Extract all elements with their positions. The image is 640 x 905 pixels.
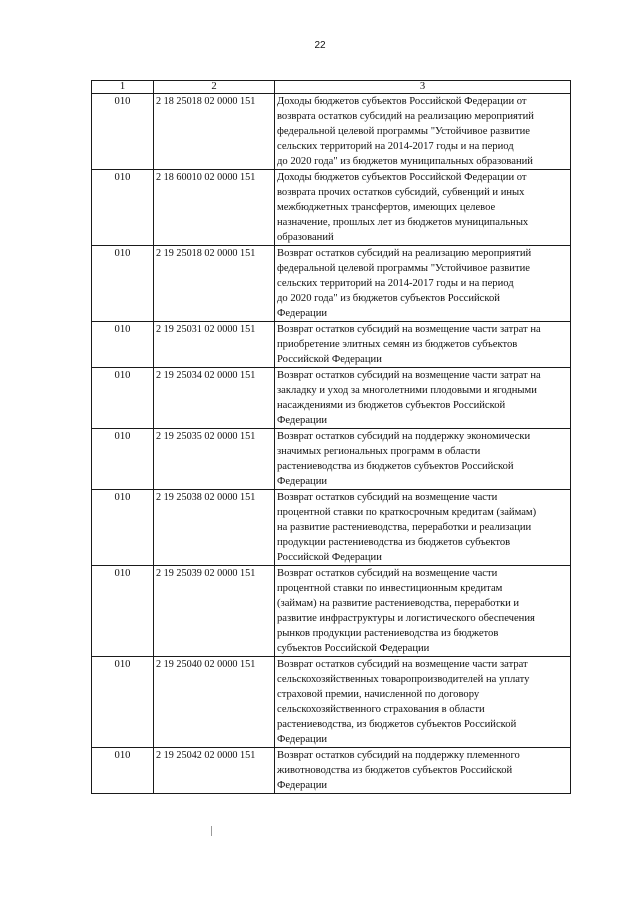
description-line: закладку и уход за многолетними плодовыми и ягодными (277, 385, 537, 396)
description-line: Федерации (277, 734, 328, 745)
description-line: продукции растениеводства из бюджетов субъектов (277, 537, 511, 548)
description-line: Федерации (277, 780, 328, 791)
description-line: Возврат остатков субсидий на возмещение части затрат на (277, 324, 541, 335)
description-line: растениеводства, из бюджетов субъектов Российской (277, 719, 517, 730)
table-row (92, 246, 571, 322)
description-line: Российской Федерации (277, 354, 382, 365)
description-cell (275, 322, 571, 368)
description-cell (275, 429, 571, 490)
admin-code-cell: 010 (92, 748, 154, 794)
description-line: Доходы бюджетов субъектов Российской Федерации от (277, 172, 527, 183)
column-header-1: 1 (92, 81, 154, 94)
description-cell (275, 748, 571, 794)
table-row (92, 322, 571, 368)
description-line: возврата прочих остатков субсидий, субвенций и иных (277, 187, 525, 198)
description-line: Возврат остатков субсидий на реализацию мероприятий (277, 248, 532, 259)
column-header-2: 2 (154, 81, 275, 94)
description-line: насаждениями из бюджетов субъектов Российской (277, 400, 506, 411)
table-row (92, 657, 571, 748)
description-line: федеральной целевой программы "Устойчивое развитие (277, 263, 530, 274)
budget-code-cell: 2 19 25040 02 0000 151 (154, 657, 275, 748)
table-row (92, 748, 571, 794)
description-line: Доходы бюджетов субъектов Российской Федерации от (277, 96, 527, 107)
description-cell (275, 170, 571, 246)
table-row (92, 566, 571, 657)
description-line: Российской Федерации (277, 552, 382, 563)
description-line: Федерации (277, 476, 328, 487)
description-line: рынков продукции растениеводства из бюджетов (277, 628, 499, 639)
budget-code-cell: 2 19 25039 02 0000 151 (154, 566, 275, 657)
description-cell (275, 246, 571, 322)
description-line: растениеводства из бюджетов субъектов Российской (277, 461, 514, 472)
description-line: Возврат остатков субсидий на поддержку экономически (277, 431, 531, 442)
description-line: Возврат остатков субсидий на возмещение части (277, 492, 498, 503)
table-row (92, 94, 571, 170)
admin-code-cell: 010 (92, 657, 154, 748)
budget-code-cell: 2 18 60010 02 0000 151 (154, 170, 275, 246)
description-line: животноводства из бюджетов субъектов Российской (277, 765, 513, 776)
description-cell (275, 368, 571, 429)
admin-code-cell: 010 (92, 246, 154, 322)
page-number: 22 (314, 40, 326, 51)
column-header-3: 3 (275, 81, 571, 94)
budget-code-cell: 2 19 25038 02 0000 151 (154, 490, 275, 566)
table-row (92, 368, 571, 429)
budget-code-cell: 2 19 25018 02 0000 151 (154, 246, 275, 322)
description-line: приобретение элитных семян из бюджетов субъектов (277, 339, 518, 350)
description-line: до 2020 года" из бюджетов муниципальных образований (277, 156, 533, 167)
description-line: федеральной целевой программы "Устойчивое развитие (277, 126, 530, 137)
description-cell (275, 566, 571, 657)
description-cell (275, 657, 571, 748)
description-line: сельских территорий на 2014-2017 годы и на период (277, 278, 514, 289)
description-line: возврата остатков субсидий на реализацию мероприятий (277, 111, 534, 122)
description-line: развитие инфраструктуры и логистического обеспечения (277, 613, 535, 624)
admin-code-cell: 010 (92, 429, 154, 490)
table-row (92, 490, 571, 566)
description-line: субъектов Российской Федерации (277, 643, 430, 654)
admin-code-cell: 010 (92, 94, 154, 170)
description-cell (275, 490, 571, 566)
description-line: Федерации (277, 308, 328, 319)
description-line: сельскохозяйственных товаропроизводителей на уплату (277, 674, 530, 685)
description-line: до 2020 года" из бюджетов субъектов Российской (277, 293, 500, 304)
budget-codes-table (91, 80, 571, 794)
budget-code-cell: 2 18 25018 02 0000 151 (154, 94, 275, 170)
description-line: сельских территорий на 2014-2017 годы и на период (277, 141, 514, 152)
description-line: назначение, прошлых лет из бюджетов муниципальных (277, 217, 529, 228)
description-line: (займам) на развитие растениеводства, переработки и (277, 598, 520, 609)
description-line: Возврат остатков субсидий на возмещение части затрат (277, 659, 528, 670)
description-line: сельскохозяйственного страхования в области (277, 704, 485, 715)
description-line: значимых региональных программ в области (277, 446, 481, 457)
description-line: Возврат остатков субсидий на возмещение части затрат на (277, 370, 541, 381)
description-line: межбюджетных трансфертов, имеющих целевое (277, 202, 496, 213)
description-line: процентной ставки по инвестиционным кредитам (277, 583, 503, 594)
admin-code-cell: 010 (92, 368, 154, 429)
budget-code-cell: 2 19 25035 02 0000 151 (154, 429, 275, 490)
budget-code-cell: 2 19 25031 02 0000 151 (154, 322, 275, 368)
table-body (92, 94, 571, 794)
description-line: Возврат остатков субсидий на поддержку племенного (277, 750, 520, 761)
budget-code-cell: 2 19 25034 02 0000 151 (154, 368, 275, 429)
budget-code-cell: 2 19 25042 02 0000 151 (154, 748, 275, 794)
admin-code-cell: 010 (92, 322, 154, 368)
admin-code-cell: 010 (92, 566, 154, 657)
description-line: Возврат остатков субсидий на возмещение части (277, 568, 498, 579)
admin-code-cell: 010 (92, 490, 154, 566)
description-line: Федерации (277, 415, 328, 426)
admin-code-cell: 010 (92, 170, 154, 246)
table-row (92, 170, 571, 246)
scan-mark (211, 826, 214, 836)
description-line: процентной ставки по краткосрочным кредитам (займам) (277, 507, 537, 518)
description-cell (275, 94, 571, 170)
table-row (92, 429, 571, 490)
description-line: на развитие растениеводства, переработки и реализации (277, 522, 532, 533)
table-header (92, 81, 571, 94)
header-row (92, 81, 571, 94)
description-line: образований (277, 232, 334, 243)
description-line: страховой премии, начисленной по договору (277, 689, 480, 700)
